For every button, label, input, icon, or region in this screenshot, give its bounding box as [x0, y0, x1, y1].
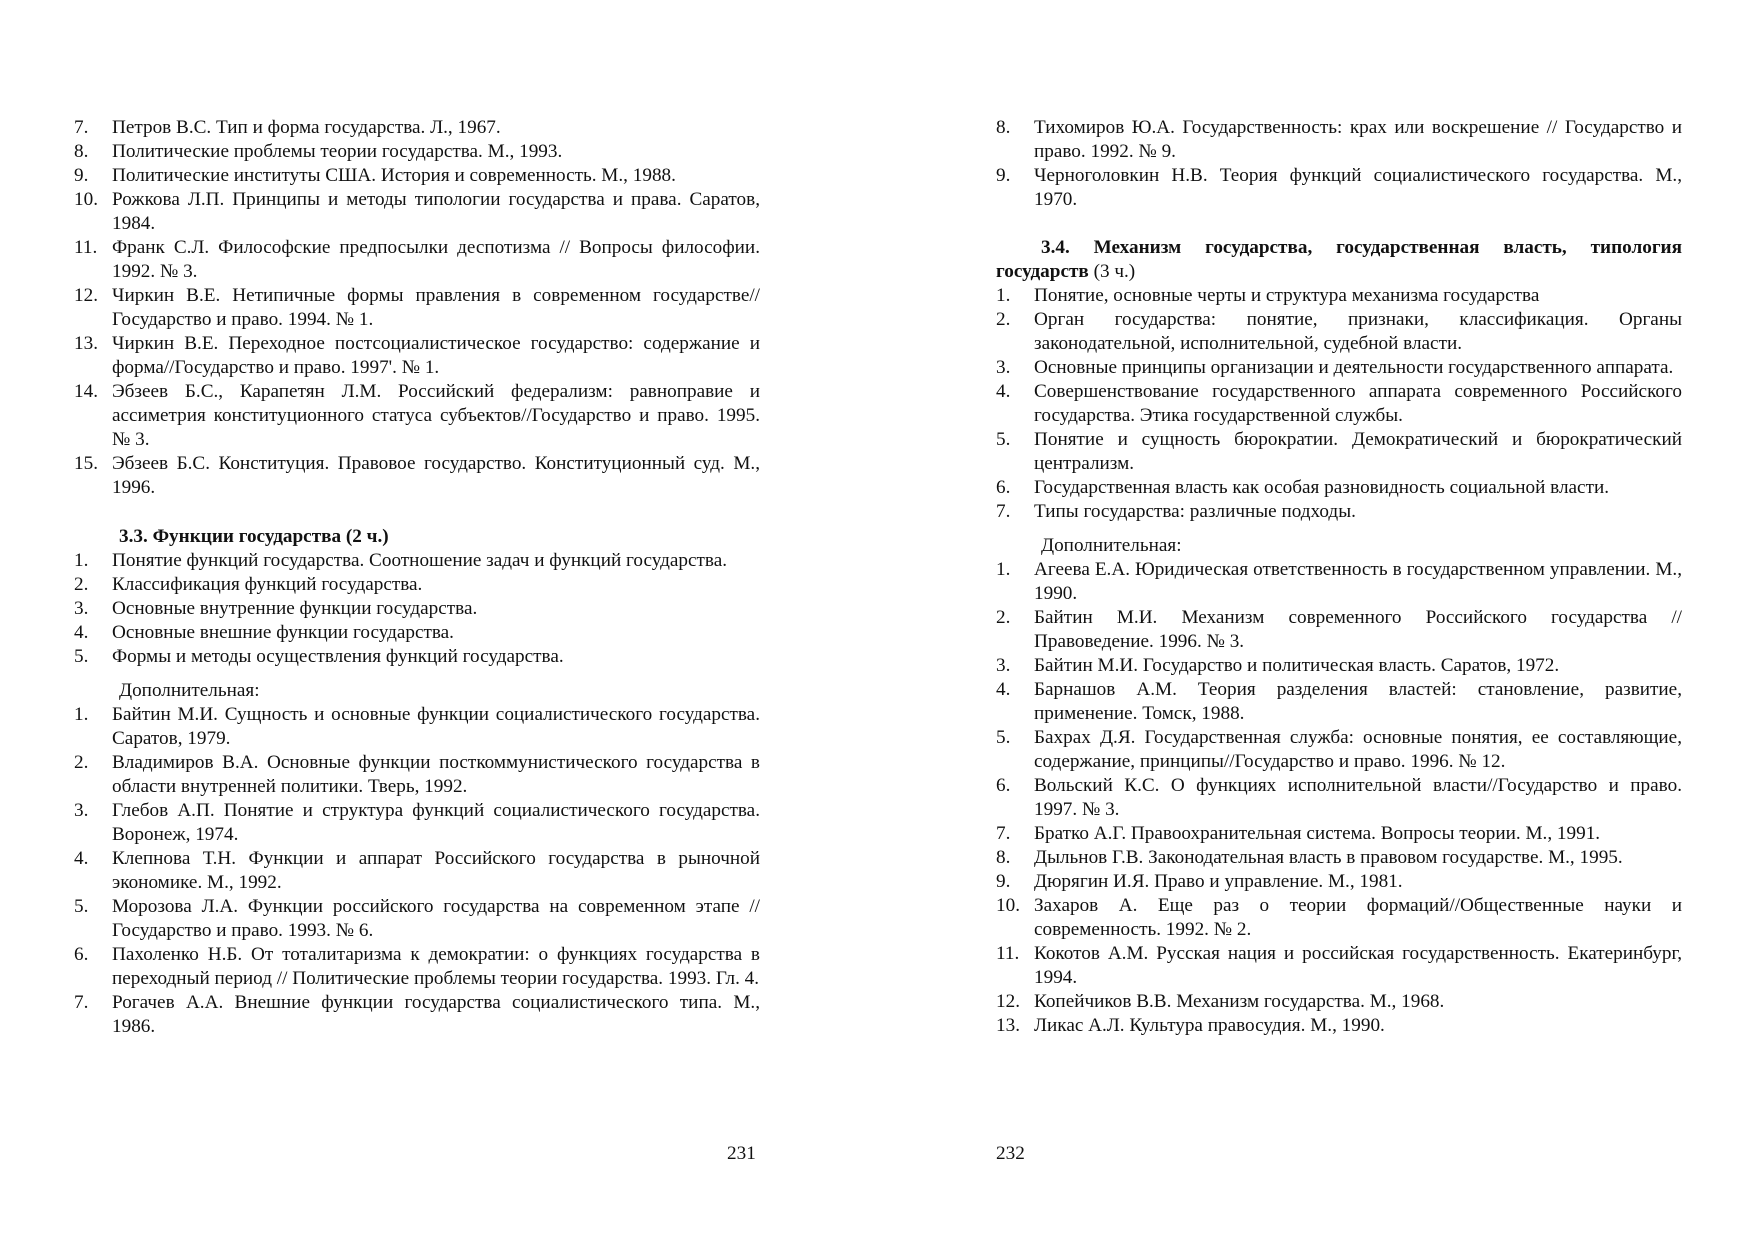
list-item — [996, 356, 1682, 380]
list-item — [996, 846, 1682, 870]
page-number-left: 231 — [727, 1143, 756, 1164]
item-number: 2. — [996, 607, 1011, 628]
list-item — [996, 774, 1682, 822]
list-item — [74, 140, 760, 164]
list-item — [996, 654, 1682, 678]
item-text: Захаров А. Еще раз о теории формаций//Общественные науки и современность. 1992. № 2. — [1034, 895, 1682, 940]
list-item — [74, 188, 760, 236]
item-number: 1. — [74, 550, 89, 571]
list-item — [74, 332, 760, 380]
item-text: Типы государства: различные подходы. — [1034, 501, 1356, 522]
item-number: 13. — [996, 1015, 1020, 1036]
item-number: 9. — [996, 165, 1011, 186]
section-title: 3.4. Механизм государства, государственная власть, типология государств — [996, 237, 1682, 282]
list-item — [996, 726, 1682, 774]
list-item — [996, 870, 1682, 894]
item-text: Основные внешние функции государства. — [112, 622, 454, 643]
item-text: Морозова Л.А. Функции российского государства на современном этапе // Государство и право. 1993. № 6. — [112, 896, 760, 941]
item-text: Понятие, основные черты и структура механизма государства — [1034, 285, 1540, 306]
item-number: 7. — [996, 823, 1011, 844]
item-number: 5. — [996, 429, 1011, 450]
item-number: 4. — [74, 622, 89, 643]
item-text: Эбзеев Б.С., Карапетян Л.М. Российский федерализм: равноправие и ассиметрия конституционного статуса субъектов//Государство и право. 1995. № 3. — [112, 381, 760, 450]
list-item — [996, 476, 1682, 500]
additional-literature-list — [996, 558, 1682, 1038]
item-text: Байтин М.И. Государство и политическая власть. Саратов, 1972. — [1034, 655, 1560, 676]
list-item — [74, 164, 760, 188]
list-item — [996, 894, 1682, 942]
item-text: Политические институты США. История и современность. М., 1988. — [112, 165, 676, 186]
item-text: Тихомиров Ю.А. Государственность: крах или воскрешение // Государство и право. 1992. № 9. — [1034, 117, 1682, 162]
item-text: Клепнова Т.Н. Функции и аппарат Российского государства в рыночной экономике. М., 1992. — [112, 848, 760, 893]
list-item — [74, 452, 760, 500]
item-text: Копейчиков В.В. Механизм государства. М., 1968. — [1034, 991, 1445, 1012]
item-number: 3. — [996, 357, 1011, 378]
item-number: 8. — [996, 117, 1011, 138]
item-number: 5. — [74, 896, 89, 917]
list-item — [996, 678, 1682, 726]
item-text: Агеева Е.А. Юридическая ответственность в государственном управлении. М., 1990. — [1034, 559, 1682, 604]
item-number: 1. — [996, 285, 1011, 306]
item-text: Государственная власть как особая разновидность социальной власти. — [1034, 477, 1610, 498]
list-item — [74, 116, 760, 140]
list-item — [74, 380, 760, 452]
item-number: 2. — [74, 574, 89, 595]
item-number: 3. — [996, 655, 1011, 676]
section-heading: 3.3. Функции государства (2 ч.) — [119, 526, 389, 547]
list-item — [74, 751, 760, 799]
item-text: Вольский К.С. О функциях исполнительной власти//Государство и право. 1997. № 3. — [1034, 775, 1682, 820]
item-text: Классификация функций государства. — [112, 574, 423, 595]
item-number: 9. — [74, 165, 89, 186]
list-item — [996, 380, 1682, 428]
list-item — [74, 573, 760, 597]
item-text: Дюрягин И.Я. Право и управление. М., 1981. — [1034, 871, 1403, 892]
list-item — [996, 284, 1682, 308]
item-text: Байтин М.И. Механизм современного Российского государства // Правоведение. 1996. № 3. — [1034, 607, 1682, 652]
item-text: Рожкова Л.П. Принципы и методы типологии государства и права. Саратов, 1984. — [112, 189, 760, 234]
item-number: 8. — [996, 847, 1011, 868]
item-text: Бахрах Д.Я. Государственная служба: основные понятия, ее составляющие, содержание, принципы//Государство и право. 1996. № 12. — [1034, 727, 1682, 772]
list-item — [74, 943, 760, 991]
item-number: 12. — [996, 991, 1020, 1012]
item-number: 2. — [74, 752, 89, 773]
list-item — [74, 799, 760, 847]
section-hours: (3 ч.) — [1088, 261, 1136, 282]
list-item — [74, 597, 760, 621]
item-number: 12. — [74, 285, 98, 306]
list-item — [74, 549, 760, 573]
item-text: Понятие и сущность бюрократии. Демократический и бюрократический централизм. — [1034, 429, 1682, 474]
item-text: Основные принципы организации и деятельности государственного аппарата. — [1034, 357, 1674, 378]
item-text: Чиркин В.Е. Нетипичные формы правления в современном государстве//Государство и право. 1994. № 1. — [112, 285, 760, 330]
list-item — [996, 990, 1682, 1014]
item-number: 6. — [74, 944, 89, 965]
item-number: 7. — [996, 501, 1011, 522]
item-text: Рогачев А.А. Внешние функции государства социалистического типа. М., 1986. — [112, 992, 760, 1037]
item-number: 6. — [996, 775, 1011, 796]
questions-list — [74, 549, 760, 669]
item-number: 10. — [74, 189, 98, 210]
item-text: Орган государства: понятие, признаки, классификация. Органы законодательной, исполнительной, судебной власти. — [1034, 309, 1682, 354]
item-number: 7. — [74, 992, 89, 1013]
additional-label: Дополнительная: — [1041, 535, 1182, 556]
questions-list — [996, 284, 1682, 524]
list-item — [996, 822, 1682, 846]
section-heading — [996, 236, 1682, 284]
item-text: Кокотов А.М. Русская нация и российская государственность. Екатеринбург, 1994. — [1034, 943, 1682, 988]
bibliography-list — [996, 116, 1682, 212]
item-number: 1. — [74, 704, 89, 725]
item-number: 4. — [996, 381, 1011, 402]
item-text: Братко А.Г. Правоохранительная система. Вопросы теории. М., 1991. — [1034, 823, 1601, 844]
item-number: 3. — [74, 598, 89, 619]
item-text: Франк С.Л. Философские предпосылки деспотизма // Вопросы философии. 1992. № 3. — [112, 237, 760, 282]
item-number: 5. — [996, 727, 1011, 748]
item-text: Ликас А.Л. Культура правосудия. М., 1990. — [1034, 1015, 1385, 1036]
item-text: Барнашов А.М. Теория разделения властей: становление, развитие, применение. Томск, 1988. — [1034, 679, 1682, 724]
item-number: 9. — [996, 871, 1011, 892]
item-number: 11. — [74, 237, 98, 258]
item-text: Глебов А.П. Понятие и структура функций социалистического государства. Воронеж, 1974. — [112, 800, 760, 845]
item-number: 15. — [74, 453, 98, 474]
item-text: Владимиров В.А. Основные функции посткоммунистического государства в области внутренней политики. Тверь, 1992. — [112, 752, 760, 797]
item-number: 5. — [74, 646, 89, 667]
item-text: Пахоленко Н.Б. От тоталитаризма к демократии: о функциях государства в переходный период // Политические проблемы теории государства. 1993. Гл. 4. — [112, 944, 760, 989]
list-item — [74, 236, 760, 284]
item-number: 7. — [74, 117, 89, 138]
list-item — [74, 991, 760, 1039]
list-item — [74, 645, 760, 669]
item-text: Совершенствование государственного аппарата современного Российского государства. Этика государственной службы. — [1034, 381, 1682, 426]
list-item — [74, 621, 760, 645]
list-item — [996, 500, 1682, 524]
bibliography-list — [74, 116, 760, 500]
item-number: 13. — [74, 333, 98, 354]
item-text: Формы и методы осуществления функций государства. — [112, 646, 564, 667]
item-text: Политические проблемы теории государства. М., 1993. — [112, 141, 563, 162]
item-number: 2. — [996, 309, 1011, 330]
item-text: Байтин М.И. Сущность и основные функции социалистического государства. Саратов, 1979. — [112, 704, 760, 749]
item-number: 14. — [74, 381, 98, 402]
item-number: 4. — [74, 848, 89, 869]
item-number: 11. — [996, 943, 1020, 964]
item-text: Черноголовкин Н.В. Теория функций социалистического государства. М., 1970. — [1034, 165, 1682, 210]
list-item — [74, 284, 760, 332]
list-item — [996, 558, 1682, 606]
list-item — [996, 116, 1682, 164]
list-item — [996, 308, 1682, 356]
item-text: Петров В.С. Тип и форма государства. Л., 1967. — [112, 117, 501, 138]
item-text: Основные внутренние функции государства. — [112, 598, 478, 619]
item-number: 8. — [74, 141, 89, 162]
list-item — [996, 428, 1682, 476]
item-number: 10. — [996, 895, 1020, 916]
right-page — [996, 116, 1682, 1038]
item-number: 1. — [996, 559, 1011, 580]
list-item — [996, 1014, 1682, 1038]
item-number: 4. — [996, 679, 1011, 700]
item-number: 3. — [74, 800, 89, 821]
list-item — [996, 164, 1682, 212]
item-number: 6. — [996, 477, 1011, 498]
additional-label: Дополнительная: — [119, 680, 260, 701]
page-number-right: 232 — [996, 1143, 1025, 1164]
list-item — [74, 895, 760, 943]
additional-literature-list — [74, 703, 760, 1039]
item-text: Чиркин В.Е. Переходное постсоциалистическое государство: содержание и форма//Государство и право. 1997'. № 1. — [112, 333, 760, 378]
left-page — [74, 116, 760, 1039]
list-item — [996, 942, 1682, 990]
item-text: Понятие функций государства. Соотношение задач и функций государства. — [112, 550, 728, 571]
item-text: Эбзеев Б.С. Конституция. Правовое государство. Конституционный суд. М., 1996. — [112, 453, 760, 498]
item-text: Дыльнов Г.В. Законодательная власть в правовом государстве. М., 1995. — [1034, 847, 1623, 868]
list-item — [74, 847, 760, 895]
list-item — [74, 703, 760, 751]
list-item — [996, 606, 1682, 654]
